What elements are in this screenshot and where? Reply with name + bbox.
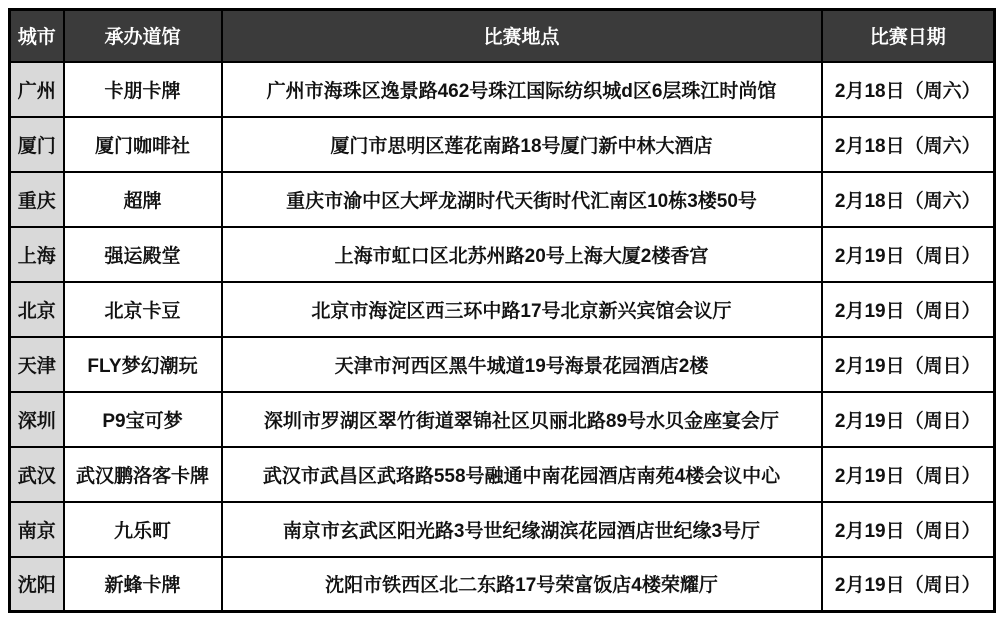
city-cell: 天津	[10, 337, 64, 392]
location-cell: 重庆市渝中区大坪龙湖时代天街时代汇南区10栋3楼50号	[222, 172, 822, 227]
venue-cell: 北京卡豆	[64, 282, 222, 337]
venue-cell: 厦门咖啡社	[64, 117, 222, 172]
header-cell-city: 城市	[10, 10, 64, 62]
city-cell: 深圳	[10, 392, 64, 447]
location-cell: 广州市海珠区逸景路462号珠江国际纺织城d区6层珠江时尚馆	[222, 62, 822, 117]
city-cell: 厦门	[10, 117, 64, 172]
venue-cell: 新蜂卡牌	[64, 557, 222, 612]
table-row	[10, 337, 995, 392]
header-cell-date: 比赛日期	[822, 10, 995, 62]
venue-cell: P9宝可梦	[64, 392, 222, 447]
table-header-row	[10, 10, 995, 62]
location-cell: 沈阳市铁西区北二东路17号荣富饭店4楼荣耀厅	[222, 557, 822, 612]
city-cell: 重庆	[10, 172, 64, 227]
date-cell: 2月18日（周六）	[822, 117, 995, 172]
table-row	[10, 62, 995, 117]
table-row	[10, 117, 995, 172]
date-cell: 2月19日（周日）	[822, 337, 995, 392]
date-cell: 2月18日（周六）	[822, 172, 995, 227]
city-cell: 武汉	[10, 447, 64, 502]
table-row	[10, 227, 995, 282]
header-cell-location: 比赛地点	[222, 10, 822, 62]
location-cell: 南京市玄武区阳光路3号世纪缘湖滨花园酒店世纪缘3号厅	[222, 502, 822, 557]
date-cell: 2月19日（周日）	[822, 557, 995, 612]
location-cell: 武汉市武昌区武珞路558号融通中南花园酒店南苑4楼会议中心	[222, 447, 822, 502]
venue-cell: 九乐町	[64, 502, 222, 557]
venue-cell: FLY梦幻潮玩	[64, 337, 222, 392]
table-row	[10, 172, 995, 227]
table-row	[10, 282, 995, 337]
city-cell: 广州	[10, 62, 64, 117]
table-row	[10, 502, 995, 557]
venue-cell: 强运殿堂	[64, 227, 222, 282]
location-cell: 天津市河西区黑牛城道19号海景花园酒店2楼	[222, 337, 822, 392]
date-cell: 2月19日（周日）	[822, 282, 995, 337]
venue-cell: 武汉鹏洛客卡牌	[64, 447, 222, 502]
date-cell: 2月19日（周日）	[822, 392, 995, 447]
date-cell: 2月18日（周六）	[822, 62, 995, 117]
table-row	[10, 392, 995, 447]
location-cell: 北京市海淀区西三环中路17号北京新兴宾馆会议厅	[222, 282, 822, 337]
date-cell: 2月19日（周日）	[822, 502, 995, 557]
tournament-schedule-table	[8, 8, 996, 613]
table-body	[10, 62, 995, 612]
city-cell: 上海	[10, 227, 64, 282]
venue-cell: 超牌	[64, 172, 222, 227]
table-row	[10, 447, 995, 502]
table-row	[10, 557, 995, 612]
header-cell-venue: 承办道馆	[64, 10, 222, 62]
city-cell: 沈阳	[10, 557, 64, 612]
city-cell: 南京	[10, 502, 64, 557]
date-cell: 2月19日（周日）	[822, 447, 995, 502]
city-cell: 北京	[10, 282, 64, 337]
location-cell: 深圳市罗湖区翠竹街道翠锦社区贝丽北路89号水贝金座宴会厅	[222, 392, 822, 447]
schedule-table-container	[8, 8, 996, 613]
location-cell: 厦门市思明区莲花南路18号厦门新中林大酒店	[222, 117, 822, 172]
venue-cell: 卡朋卡牌	[64, 62, 222, 117]
date-cell: 2月19日（周日）	[822, 227, 995, 282]
location-cell: 上海市虹口区北苏州路20号上海大厦2楼香宫	[222, 227, 822, 282]
